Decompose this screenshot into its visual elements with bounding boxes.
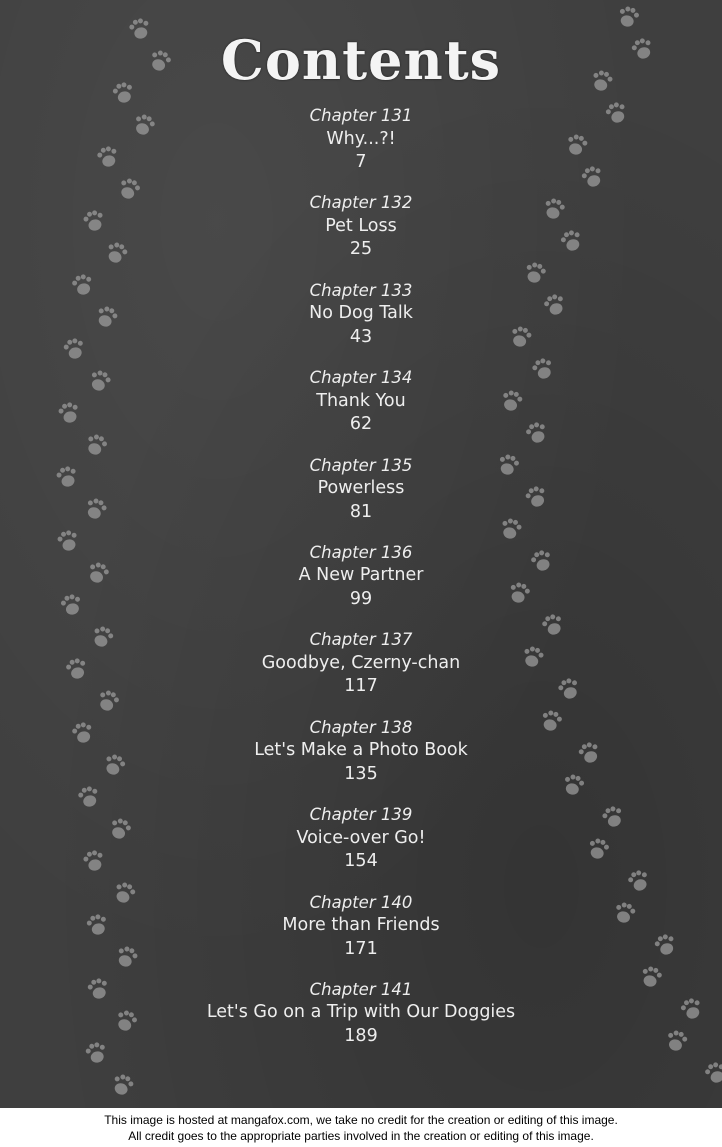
chapter-title: Pet Loss [325, 215, 397, 236]
chapter-number: Chapter 131 [309, 106, 413, 125]
chapter-page: 81 [349, 501, 373, 522]
hosting-notice-line-1: This image is hosted at mangafox.com, we take no credit for the creation or editing of this image. [104, 1113, 618, 1127]
hosting-notice [0, 1112, 722, 1144]
chapter-title: More than Friends [282, 915, 440, 936]
toc-entry [0, 366, 722, 453]
chapter-page: 171 [344, 938, 378, 959]
chapter-number: Chapter 135 [309, 455, 413, 475]
chapter-number: Chapter 136 [309, 542, 413, 562]
paw-print-icon [110, 1072, 135, 1097]
chapter-page: 154 [344, 851, 378, 872]
toc-entry [0, 541, 722, 628]
chapter-number: Chapter 133 [309, 280, 413, 300]
chapter-title: Thank You [316, 390, 406, 411]
toc-entry [0, 104, 722, 191]
chapter-number: Chapter 141 [309, 979, 413, 999]
chapter-title: A New Partner [298, 565, 424, 586]
chapter-page: 99 [349, 588, 373, 609]
chapter-title: Why...?! [326, 128, 396, 149]
chapter-number: Chapter 139 [309, 805, 413, 825]
chapter-number: Chapter 134 [309, 368, 413, 388]
chapter-number: Chapter 132 [309, 193, 413, 213]
table-of-contents [0, 104, 722, 1065]
toc-entry [0, 891, 722, 978]
chapter-title: Let's Make a Photo Book [254, 740, 468, 761]
chapter-page: 7 [355, 152, 367, 172]
toc-entry [0, 716, 722, 803]
chapter-page: 62 [349, 414, 373, 435]
chapter-page: 25 [349, 239, 373, 260]
chapter-title: Voice-over Go! [296, 827, 426, 848]
chapter-number: Chapter 140 [309, 892, 413, 912]
toc-entry [0, 628, 722, 715]
chapter-page: 117 [344, 676, 378, 697]
chapter-title: Goodbye, Czerny-chan [261, 652, 461, 673]
paw-print-icon [616, 5, 640, 29]
chapter-title: No Dog Talk [309, 303, 413, 324]
page-title: Contents [220, 28, 502, 92]
chapter-page: 135 [344, 763, 378, 784]
hosting-notice-line-2: All credit goes to the appropriate parties involved in the creation or editing of this image. [128, 1129, 594, 1143]
chapter-page: 43 [349, 326, 373, 347]
toc-entry [0, 454, 722, 541]
chapter-title: Let's Go on a Trip with Our Doggies [206, 1002, 516, 1023]
toc-entry [0, 279, 722, 366]
chapter-number: Chapter 137 [309, 630, 413, 650]
toc-entry [0, 978, 722, 1065]
chapter-page: 189 [344, 1025, 378, 1046]
toc-entry [0, 803, 722, 890]
chapter-number: Chapter 138 [309, 717, 413, 737]
chapter-title: Powerless [317, 478, 405, 499]
toc-entry [0, 191, 722, 278]
